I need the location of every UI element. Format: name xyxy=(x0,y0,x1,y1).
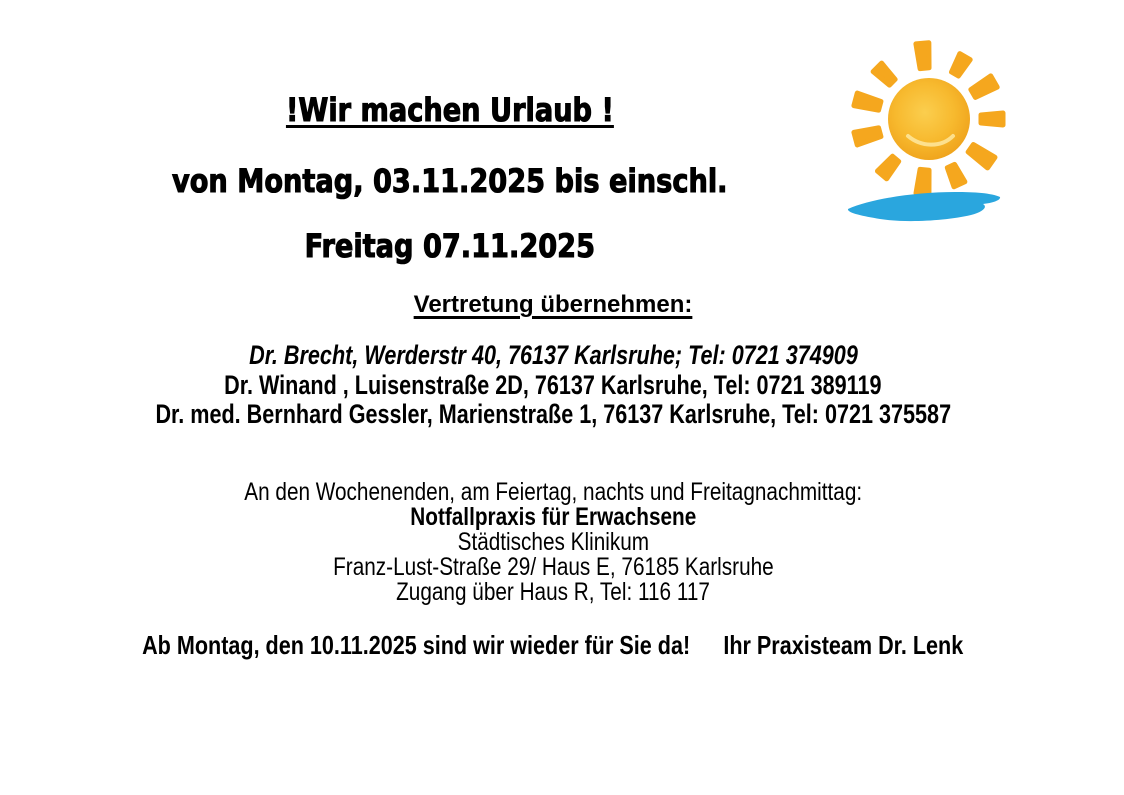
sun-over-water-illustration xyxy=(835,33,1025,233)
substitute-doctor-3: Dr. med. Bernhard Gessler, Marienstraße 1, 76137 Karlsruhe, Tel: 0721 375587 xyxy=(155,399,951,429)
signature-text: Ihr Praxisteam Dr. Lenk xyxy=(723,630,964,660)
sun-core-icon xyxy=(888,78,970,160)
emergency-access-line xyxy=(0,578,1106,606)
vacation-from-text: von Montag, 03.11.2025 bis einschl. xyxy=(172,162,728,200)
substitute-doctor-line xyxy=(0,370,1106,401)
substitute-doctor-1: Dr. Brecht, Werderstr 40, 76137 Karlsruhe; Tel: 0721 374909 xyxy=(248,340,858,370)
substitute-doctor-line xyxy=(0,340,1106,371)
return-notice-text: Ab Montag, den 10.11.2025 sind wir wieder für Sie da! xyxy=(142,630,691,660)
emergency-intro-line xyxy=(0,478,1106,506)
emergency-facility-line xyxy=(0,503,1106,531)
emergency-address-line xyxy=(0,553,1106,581)
water-wave-icon xyxy=(848,192,1000,221)
vacation-to-text: Freitag 07.11.2025 xyxy=(304,227,596,265)
substitution-heading-text: Vertretung übernehmen: xyxy=(413,291,693,318)
substitution-heading xyxy=(0,291,1106,319)
emergency-address-text: Franz-Lust-Straße 29/ Haus E, 76185 Karlsruhe xyxy=(332,553,774,581)
notice-title xyxy=(0,92,900,129)
substitute-doctor-line xyxy=(0,399,1106,430)
closing-line xyxy=(0,630,1106,660)
substitute-doctor-2: Dr. Winand , Luisenstraße 2D, 76137 Karlsruhe, Tel: 0721 389119 xyxy=(224,370,882,400)
emergency-intro-text: An den Wochenenden, am Feiertag, nachts und Freitagnachmittag: xyxy=(244,478,862,506)
emergency-facility-text: Notfallpraxis für Erwachsene xyxy=(410,503,696,531)
emergency-clinic-line xyxy=(0,528,1106,556)
notice-title-text: !Wir machen Urlaub ! xyxy=(286,91,614,129)
emergency-access-text: Zugang über Haus R, Tel: 116 117 xyxy=(396,578,710,606)
emergency-clinic-text: Städtisches Klinikum xyxy=(457,528,649,556)
vacation-from-line xyxy=(0,163,900,200)
vacation-to-line xyxy=(0,228,900,265)
